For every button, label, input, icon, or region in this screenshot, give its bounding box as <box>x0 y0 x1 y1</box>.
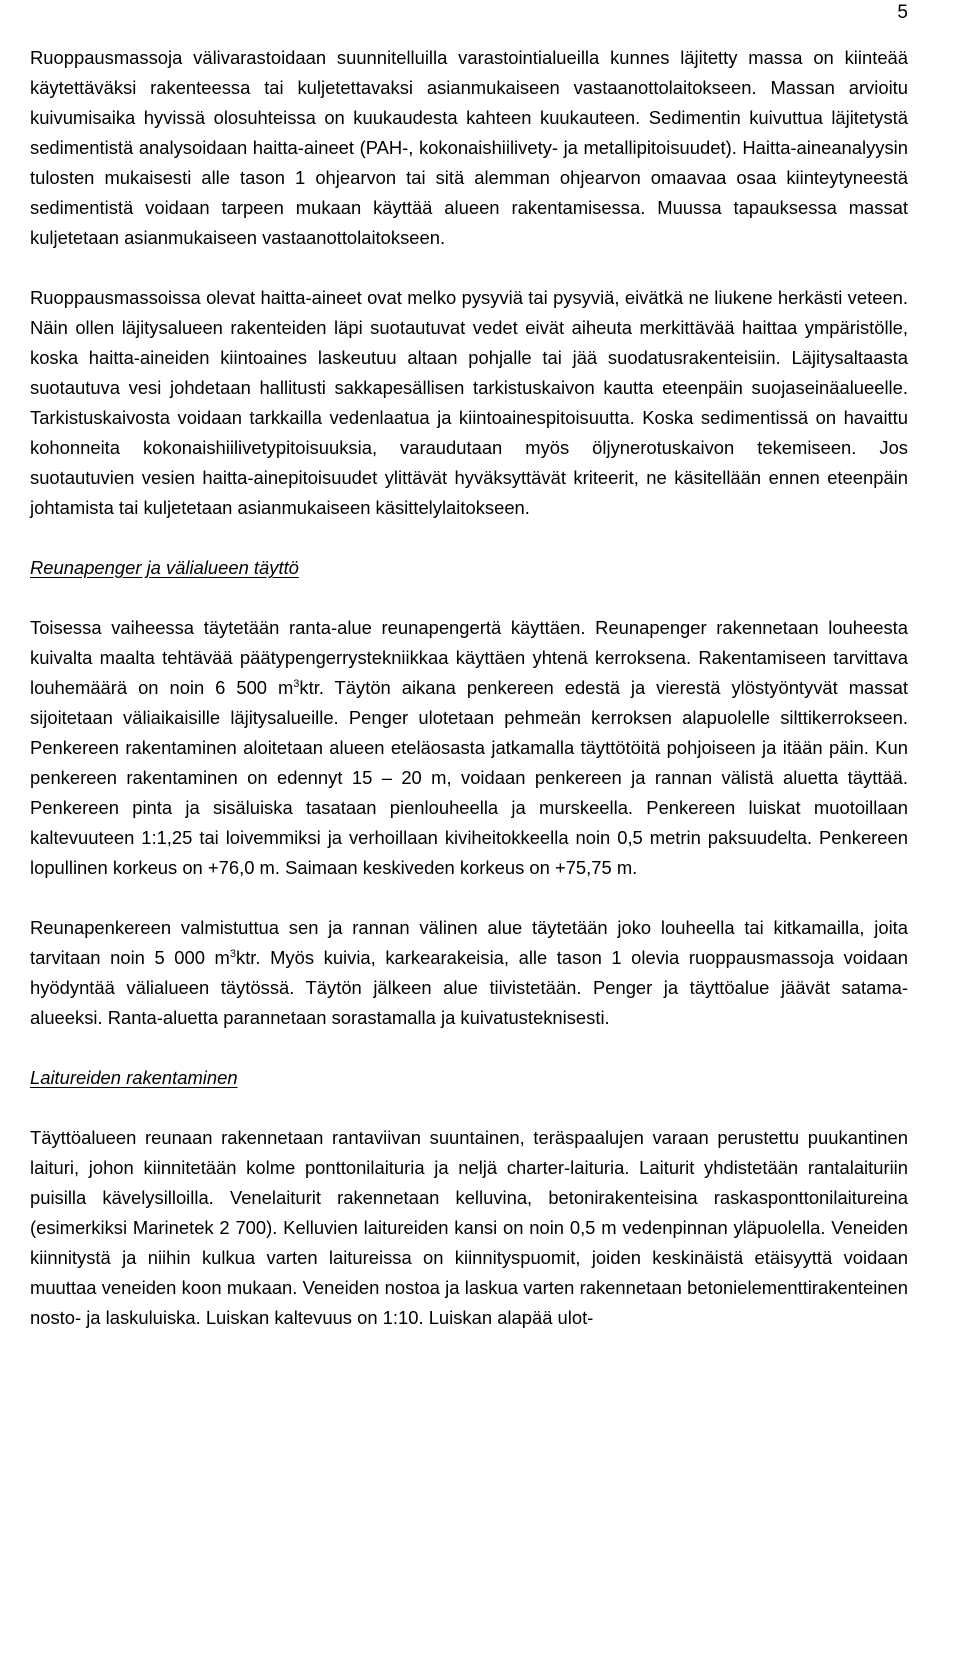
paragraph-pier-construction: Täyttöalueen reunaan rakennetaan rantaviivan suuntainen, teräspaalujen varaan perustettu puukantinen laituri, johon kiinnitetään kolme ponttonilaituria ja neljä charter-laituria. Laiturit yhdistetään rantalaituriin puisilla kävelysilloilla. Venelaiturit rakennetaan kelluvina, betonirakenteisina raskasponttonilaitureina (esimerkiksi Marinetek 2 700). Kelluvien laitureiden kansi on noin 0,5 m vedenpinnan yläpuolella. Veneiden kiinnitystä ja niihin kulkua varten laitureissa on kiinnityspuomit, joiden keskinäistä etäisyyttä voidaan muuttaa veneiden koon mukaan. Veneiden nostoa ja laskua varten rakennetaan betonielementtirakenteinen nosto- ja laskuluiska. Luiskan kaltevuus on 1:10. Luiskan alapää ulot- <box>30 1127 908 1328</box>
paragraph-embankment-construction <box>30 613 908 883</box>
section-heading-embankment: Reunapenger ja välialueen täyttö <box>30 557 299 578</box>
superscript-cubic: 3 <box>229 948 236 960</box>
page-number: 5 <box>897 2 908 23</box>
paragraph-text: Reunapenkereen valmistuttua sen ja rannan välinen alue täytetään joko louheella tai kitkamailla, joita tarvitaan noin 5 000 m <box>30 917 908 968</box>
document-body <box>30 43 908 1333</box>
paragraph-pollutants-water: Ruoppausmassoissa olevat haitta-aineet ovat melko pysyviä tai pysyviä, eivätkä ne liukene herkästi veteen. Näin ollen läjitysalueen rakenteiden läpi suotautuvat vedet eivät aiheuta merkittävää haittaa ympäristölle, koska haitta-aineiden kiintoaines laskeutuu altaan pohjalle tai jää suodatusrakenteisiin. Läjitysaltaasta suotautuva vesi johdetaan hallitusti sakkapesällisen tarkistuskaivon kautta eteenpäin suojaseinäalueelle. Tarkistuskaivosta voidaan tarkkailla vedenlaatua ja kiintoainespitoisuutta. Koska sedimentissä on havaittu kohonneita kokonaishiilivetypitoisuuksia, varaudutaan myös öljynerotuskaivon tekemiseen. Jos suotautuvien vesien haitta-ainepitoisuudet ylittävät hyväksyttävät kriteerit, ne käsitellään ennen eteenpäin johtamista tai kuljetetaan asianmukaiseen käsittelylaitokseen. <box>30 287 908 518</box>
section-heading-piers: Laitureiden rakentaminen <box>30 1067 238 1088</box>
paragraph-intermediate-fill <box>30 913 908 1033</box>
superscript-cubic: 3 <box>293 678 300 690</box>
paragraph-text: Toisessa vaiheessa täytetään ranta-alue reunapengertä käyttäen. Reunapenger rakennetaan louheesta kuivalta maalta tehtävää päätypengerrystekniikkaa käyttäen yhtenä kerroksena. Rakentamiseen tarvittava louhemäärä on noin 6 500 m <box>30 617 908 698</box>
paragraph-dredged-mass-storage: Ruoppausmassoja välivarastoidaan suunnitelluilla varastointialueilla kunnes läjitetty massa on kiinteää käytettäväksi rakenteessa tai kuljetettavaksi asianmukaiseen vastaanottolaitokseen. Massan arvioitu kuivumisaika hyvissä olosuhteissa on kuukaudesta kahteen kuukauteen. Sedimentin kuivuttua läjitetystä sedimentistä analysoidaan haitta-aineet (PAH-, kokonaishiilivety- ja metallipitoisuudet). Haitta-aineanalyysin tulosten mukaisesti alle tason 1 ohjearvon tai sitä alemman ohjearvon omaavaa osaa kiinteytyneestä sedimentistä voidaan tarpeen mukaan käyttää alueen rakentamisessa. Muussa tapauksessa massat kuljetetaan asianmukaiseen vastaanottolaitokseen. <box>30 47 908 248</box>
paragraph-text: ktr. Myös kuivia, karkearakeisia, alle tason 1 olevia ruoppausmassoja voidaan hyödyntää välialueen täytössä. Täytön jälkeen alue tiivistetään. Penger ja täyttöalue jäävät satama-alueeksi. Ranta-aluetta parannetaan sorastamalla ja kuivatusteknisesti. <box>30 947 908 1028</box>
paragraph-text: ktr. Täytön aikana penkereen edestä ja vierestä ylöstyöntyvät massat sijoitetaan väliaikaisille läjitysalueille. Penger ulotetaan pehmeän kerroksen alapuolelle silttikerrokseen. Penkereen rakentaminen aloitetaan alueen eteläosasta jatkamalla täyttötöitä pohjoiseen ja itään päin. Kun penkereen rakentaminen on edennyt 15 – 20 m, voidaan penkereen ja rannan välistä aluetta täyttää. Penkereen pinta ja sisäluiska tasataan pienlouheella ja murskeella. Penkereen luiskat muotoillaan kaltevuuteen 1:1,25 tai loivemmiksi ja verhoillaan kiviheitokkeella noin 0,5 metrin paksuudelta. Penkereen lopullinen korkeus on +76,0 m. Saimaan keskiveden korkeus on +75,75 m. <box>30 677 908 878</box>
